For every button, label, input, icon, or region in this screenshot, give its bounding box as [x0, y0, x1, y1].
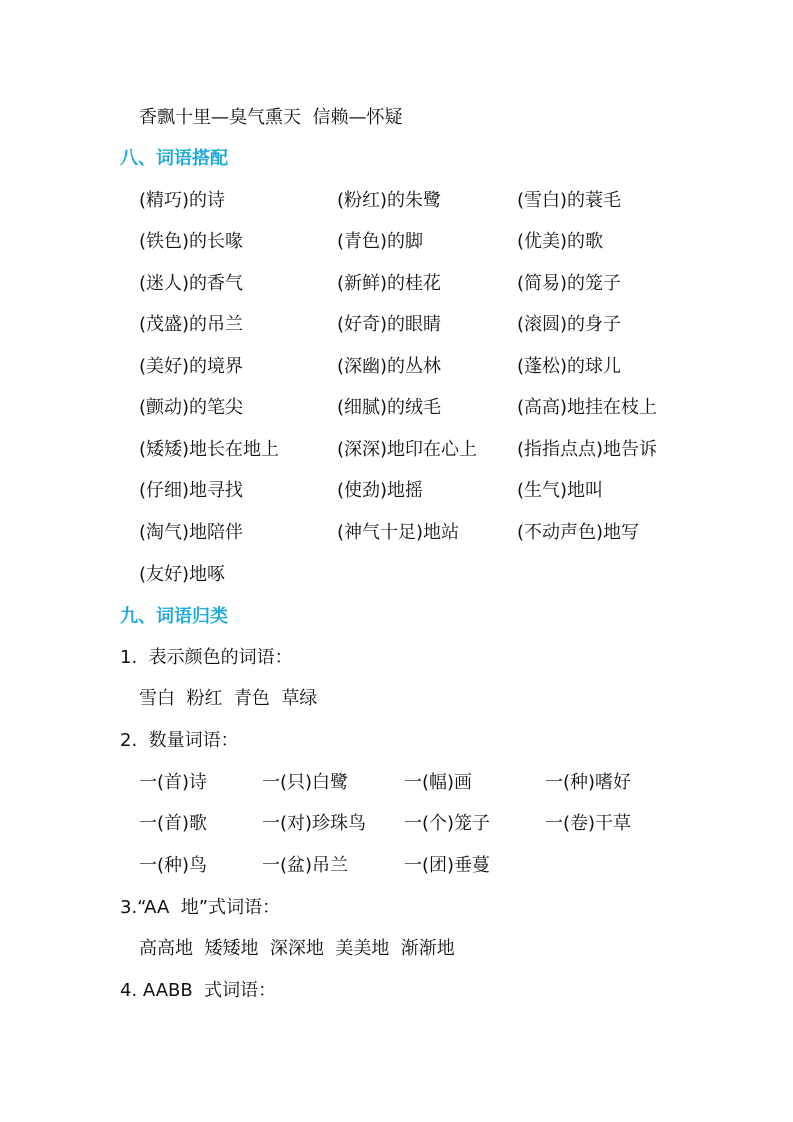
item-1-words: 雪白 粉红 青色 草绿: [139, 688, 318, 709]
item-4-label: 4. AABB 式词语：: [120, 980, 277, 1001]
item-3-label: 3.“AA 地”式词语：: [120, 897, 281, 918]
quantifier-cell: 一(卷)干草: [545, 813, 632, 834]
pairing-cell: (细腻)的绒毛: [337, 397, 442, 418]
pairing-cell: (高高)地挂在枝上: [517, 397, 658, 418]
section-9-title: 九、词语归类: [120, 606, 228, 627]
pairing-cell: (铁色)的长喙: [139, 231, 244, 252]
pairing-cell: (优美)的歌: [517, 231, 604, 252]
pairing-cell: (雪白)的蓑毛: [517, 190, 622, 211]
pairing-cell: (淘气)地陪伴: [139, 522, 244, 543]
pairing-cell: (矮矮)地长在地上: [139, 439, 280, 460]
quantifier-cell: 一(团)垂蔓: [404, 855, 491, 876]
pairing-cell: (简易)的笼子: [517, 273, 622, 294]
pairing-cell: (生气)地叫: [517, 480, 604, 501]
pairing-cell: (指指点点)地告诉: [517, 439, 658, 460]
pairing-cell: (好奇)的眼睛: [337, 314, 442, 335]
quantifier-cell: 一(种)嗜好: [545, 772, 632, 793]
pairing-cell: (新鲜)的桂花: [337, 273, 442, 294]
pairing-cell: (美好)的境界: [139, 356, 244, 377]
pairing-cell: (茂盛)的吊兰: [139, 314, 244, 335]
pairing-cell: (粉红)的朱鹭: [337, 190, 442, 211]
quantifier-cell: 一(幅)画: [404, 772, 473, 793]
pairing-cell: (深深)地印在心上: [337, 439, 478, 460]
pairing-cell: (仔细)地寻找: [139, 480, 244, 501]
quantifier-cell: 一(个)笼子: [404, 813, 491, 834]
quantifier-cell: 一(盆)吊兰: [262, 855, 349, 876]
section-8-title: 八、词语搭配: [120, 148, 228, 169]
pairing-cell: (不动声色)地写: [517, 522, 640, 543]
pairing-cell: (青色)的脚: [337, 231, 424, 252]
pairing-cell: (精巧)的诗: [139, 190, 226, 211]
pairing-cell: (神气十足)地站: [337, 522, 460, 543]
quantifier-cell: 一(对)珍珠鸟: [262, 813, 367, 834]
pairing-cell: (迷人)的香气: [139, 273, 244, 294]
top-line: 香飘十里—臭气熏天 信赖—怀疑: [139, 107, 403, 128]
pairing-cell: (滚圆)的身子: [517, 314, 622, 335]
item-1-label: 1. 表示颜色的词语：: [120, 647, 293, 668]
quantifier-cell: 一(只)白鹭: [262, 772, 349, 793]
item-2-label: 2. 数量词语：: [120, 730, 239, 751]
pairing-cell: (颤动)的笔尖: [139, 397, 244, 418]
quantifier-cell: 一(首)诗: [139, 772, 208, 793]
pairing-cell: (深幽)的丛林: [337, 356, 442, 377]
pairing-cell: (蓬松)的球儿: [517, 356, 622, 377]
quantifier-cell: 一(首)歌: [139, 813, 208, 834]
quantifier-cell: 一(种)鸟: [139, 855, 208, 876]
item-3-words: 高高地 矮矮地 深深地 美美地 渐渐地: [139, 938, 455, 959]
pairing-cell: (友好)地啄: [139, 564, 226, 585]
pairing-cell: (使劲)地摇: [337, 480, 424, 501]
